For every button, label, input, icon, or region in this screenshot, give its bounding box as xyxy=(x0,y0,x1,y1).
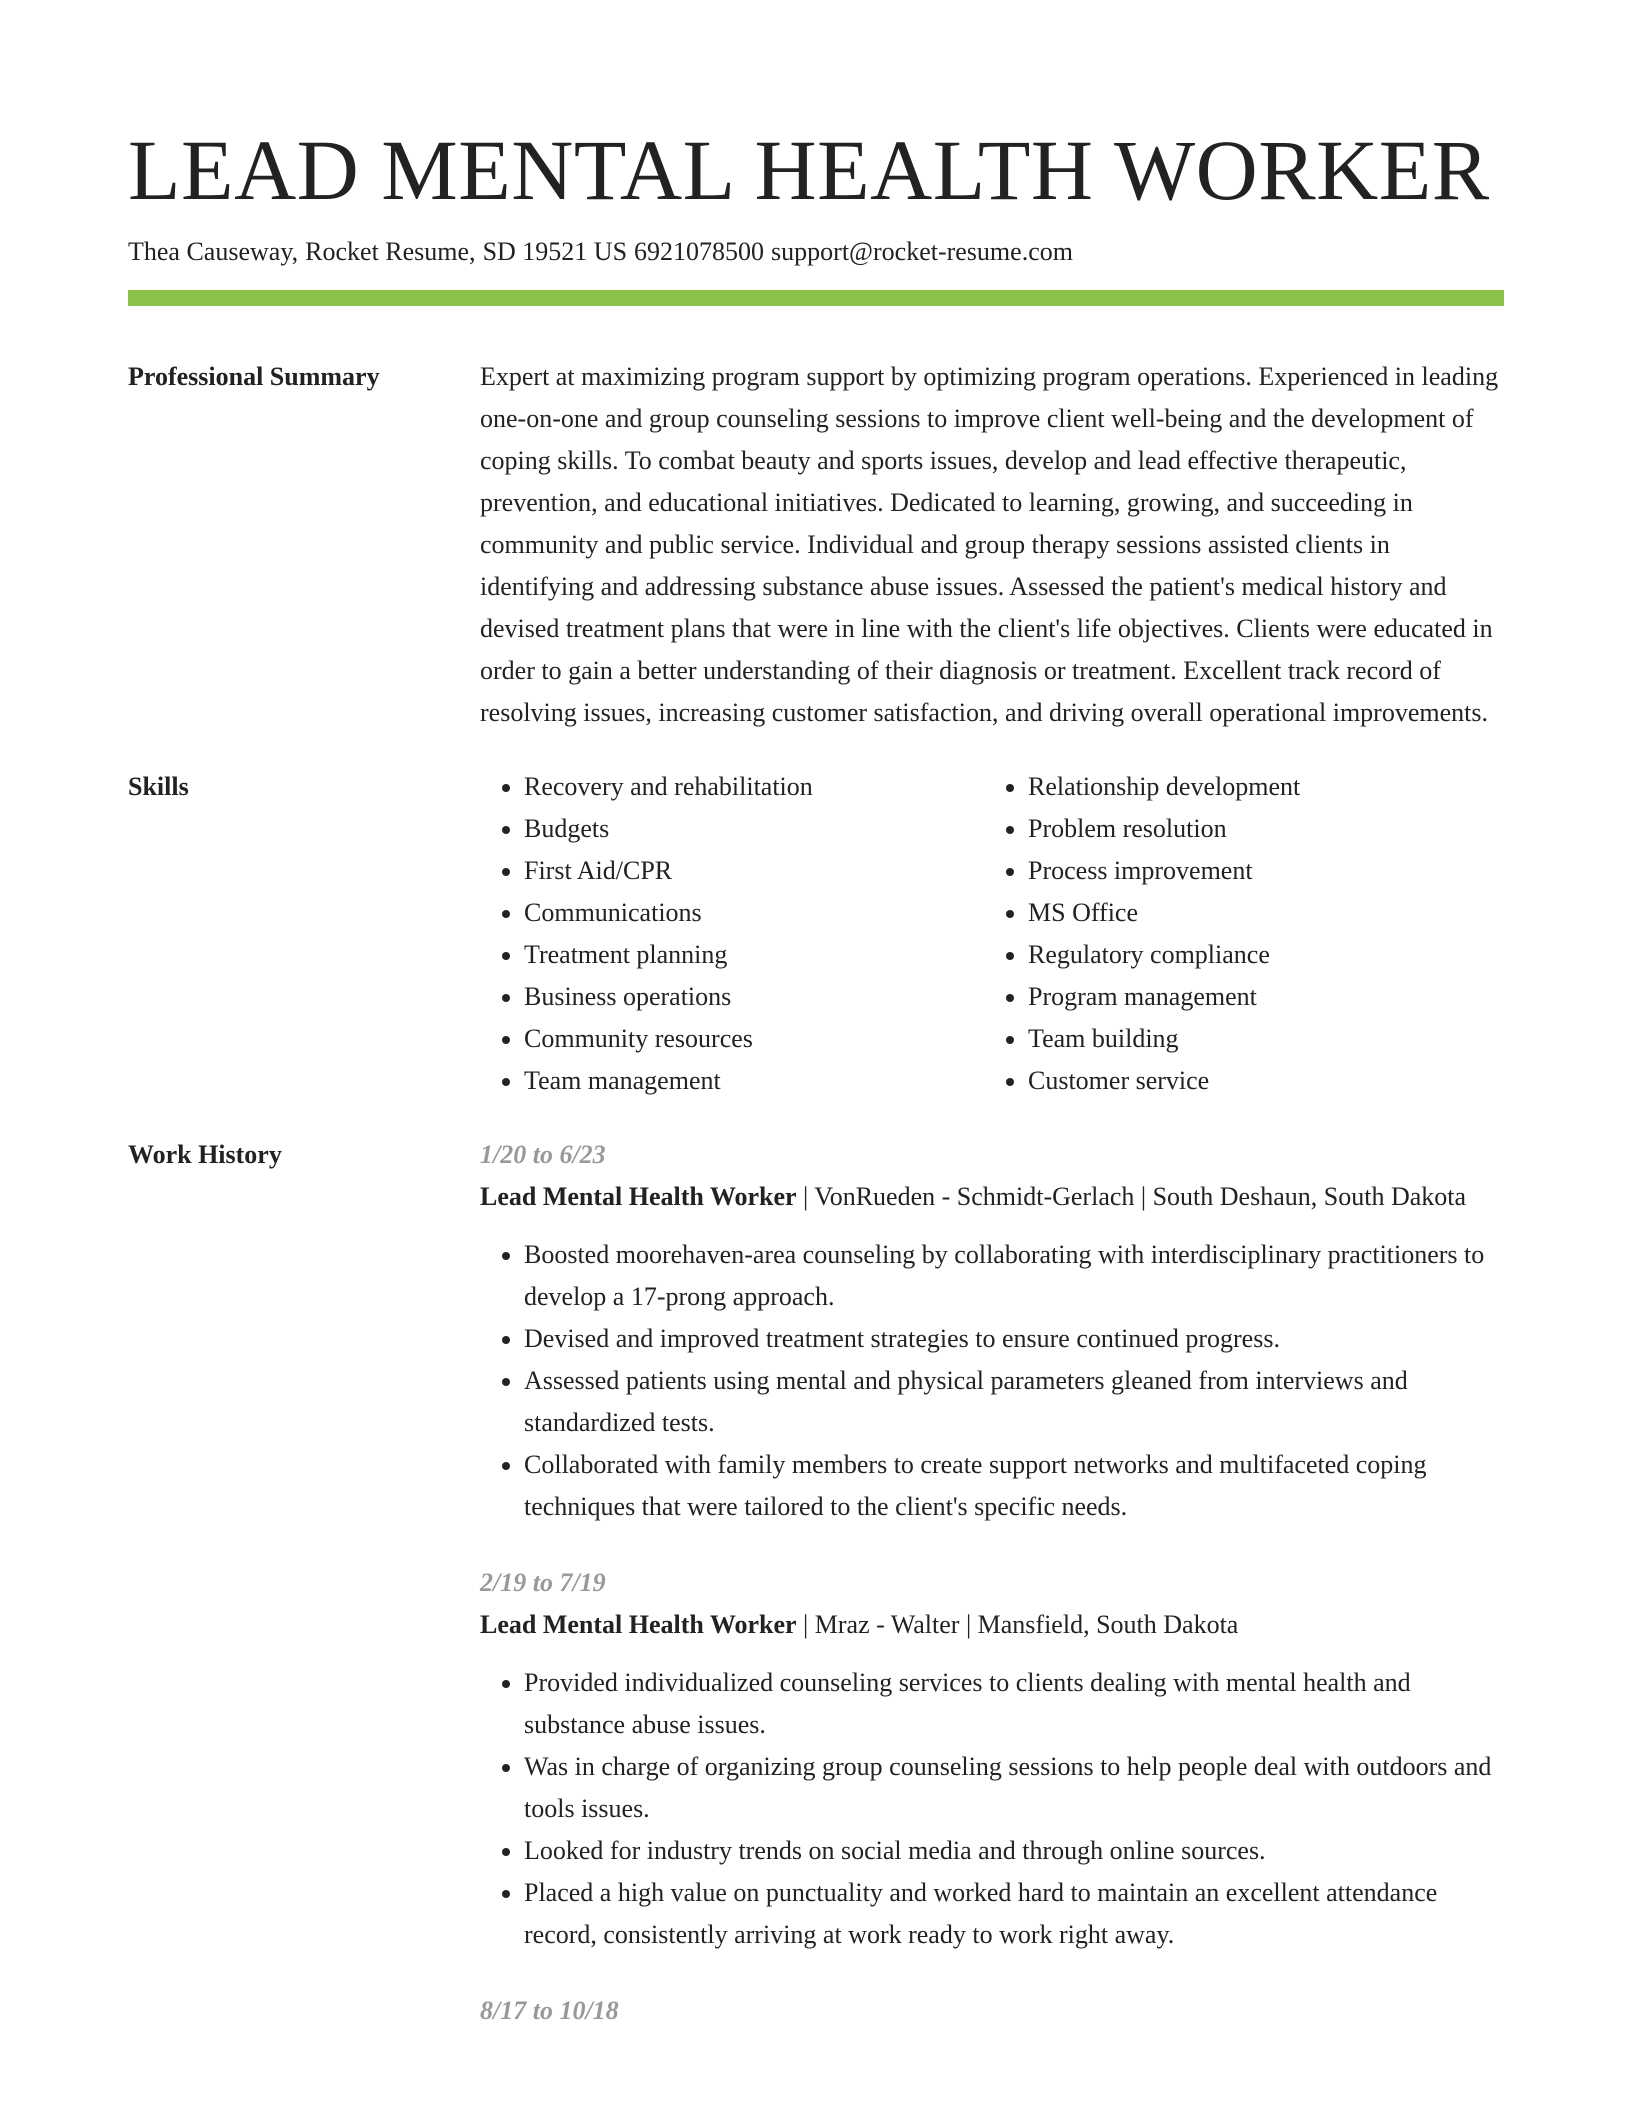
skill-item: • Team building xyxy=(1028,1018,1488,1060)
job-bullet: • Placed a high value on punctuality and worked hard to maintain an excellent attendance record, consistently arriving at work ready to work right away. xyxy=(524,1872,1504,1956)
contact-region: SD 19521 US xyxy=(482,237,628,266)
contact-line xyxy=(128,234,1504,270)
summary-section xyxy=(128,356,1504,734)
job-bullet: • Looked for industry trends on social media and through online sources. xyxy=(524,1830,1504,1872)
job-bullet: • Was in charge of organizing group counseling sessions to help people deal with outdoors and tools issues. xyxy=(524,1746,1504,1830)
skill-item: • Program management xyxy=(1028,976,1488,1018)
contact-email: support@rocket-resume.com xyxy=(771,237,1073,266)
skills-list-right xyxy=(984,766,1488,1102)
job-details: | VonRueden - Schmidt-Gerlach | South Deshaun, South Dakota xyxy=(796,1182,1467,1211)
skill-item: • Communications xyxy=(524,892,984,934)
accent-divider xyxy=(128,290,1504,306)
resume-page xyxy=(128,118,1504,2066)
job-date: 8/17 to 10/18 xyxy=(480,1996,619,2025)
skill-item: • Recovery and rehabilitation xyxy=(524,766,984,808)
work-history-label: Work History xyxy=(128,1140,282,1169)
job-bullet: • Provided individualized counseling services to clients dealing with mental health and substance abuse issues. xyxy=(524,1662,1504,1746)
job-details: | Mraz - Walter | Mansfield, South Dakota xyxy=(796,1610,1239,1639)
work-history-section xyxy=(128,1134,1504,2066)
job-entry xyxy=(480,1134,1504,1528)
job-date: 1/20 to 6/23 xyxy=(480,1140,606,1169)
job-heading xyxy=(480,1176,1504,1218)
job-entry xyxy=(480,1990,1504,2032)
skill-item: • Team management xyxy=(524,1060,984,1102)
job-bullet: • Devised and improved treatment strategies to ensure continued progress. xyxy=(524,1318,1504,1360)
skill-item: • Relationship development xyxy=(1028,766,1488,808)
job-date: 2/19 to 7/19 xyxy=(480,1568,606,1597)
skill-item: • Regulatory compliance xyxy=(1028,934,1488,976)
job-entry xyxy=(480,1562,1504,1956)
job-bullet: • Collaborated with family members to create support networks and multifaceted coping techniques that were tailored to the client's specific needs. xyxy=(524,1444,1504,1528)
job-bullet: • Assessed patients using mental and physical parameters gleaned from interviews and standardized tests. xyxy=(524,1360,1504,1444)
summary-text: Expert at maximizing program support by optimizing program operations. Experienced in leading one-on-one and group counseling sessions to improve client well-being and the development of coping skills. To combat beauty and sports issues, develop and lead effective therapeutic, prevention, and educational initiatives. Dedicated to learning, growing, and succeeding in community and public service. Individual and group therapy sessions assisted clients in identifying and addressing substance abuse issues. Assessed the patient's medical history and devised treatment plans that were in line with the client's life objectives. Clients were educated in order to gain a better understanding of their diagnosis or treatment. Excellent track record of resolving issues, increasing customer satisfaction, and driving overall operational improvements. xyxy=(480,362,1499,727)
skill-item: • Budgets xyxy=(524,808,984,850)
job-role: Lead Mental Health Worker xyxy=(480,1610,797,1639)
skill-item: • Treatment planning xyxy=(524,934,984,976)
skill-item: • Business operations xyxy=(524,976,984,1018)
job-bullets xyxy=(480,1234,1504,1528)
job-role: Lead Mental Health Worker xyxy=(480,1182,797,1211)
contact-company: Rocket Resume, xyxy=(305,237,476,266)
contact-phone: 6921078500 xyxy=(634,237,765,266)
job-heading xyxy=(480,1604,1504,1646)
job-bullet: • Boosted moorehaven-area counseling by collaborating with interdisciplinary practitioners to develop a 17-prong approach. xyxy=(524,1234,1504,1318)
skill-item: • MS Office xyxy=(1028,892,1488,934)
skill-item: • Customer service xyxy=(1028,1060,1488,1102)
skills-section xyxy=(128,766,1504,1102)
summary-label: Professional Summary xyxy=(128,362,380,391)
resume-title: LEAD MENTAL HEALTH WORKER xyxy=(128,122,1490,218)
contact-name: Thea Causeway, xyxy=(128,237,299,266)
skill-item: • First Aid/CPR xyxy=(524,850,984,892)
skill-item: • Process improvement xyxy=(1028,850,1488,892)
job-bullets xyxy=(480,1662,1504,1956)
skill-item: • Community resources xyxy=(524,1018,984,1060)
skill-item: • Problem resolution xyxy=(1028,808,1488,850)
skills-list-left xyxy=(480,766,984,1102)
skills-label: Skills xyxy=(128,772,189,801)
